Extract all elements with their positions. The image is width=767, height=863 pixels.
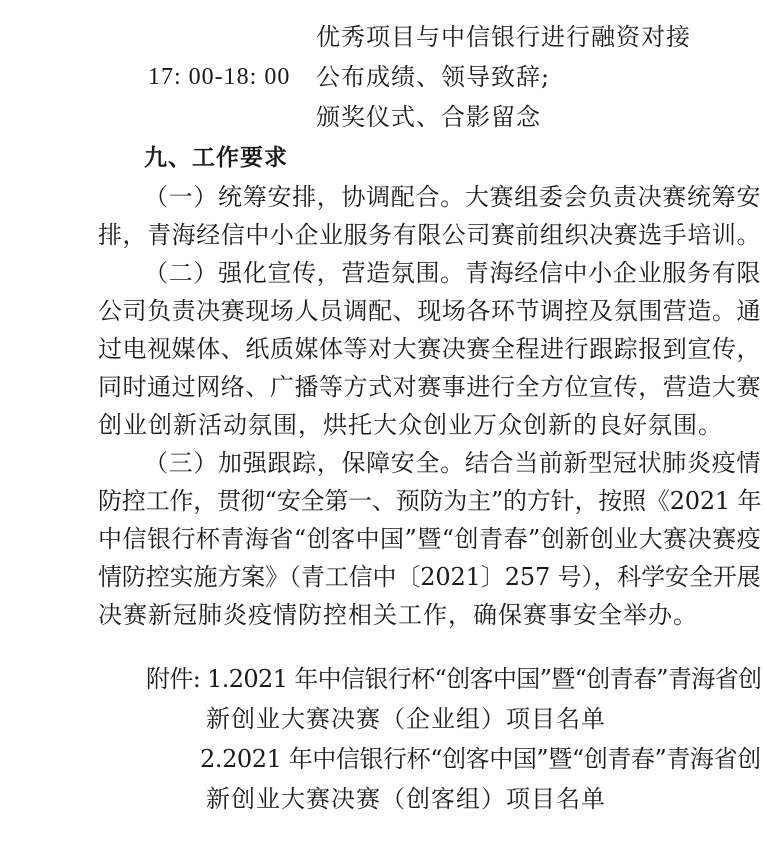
attachments-line: 2.2021 年中信银行杯“创客中国”暨“创青春”青海省创 bbox=[200, 745, 761, 773]
paragraph-3-line: 情防控实施方案》（青工信中〔2021〕257 号），科学安全开展 bbox=[98, 563, 761, 591]
paragraph-2-line: 公司负责决赛现场人员调配、现场各环节调控及氛围营造。通 bbox=[98, 297, 761, 325]
schedule-row1-activity: 优秀项目与中信银行进行融资对接 bbox=[316, 23, 691, 51]
paragraph-3-line: 防控工作，贯彻“安全第一、预防为主”的方针，按照《2021 年 bbox=[98, 487, 762, 515]
paragraph-1-line: （一）统筹安排，协调配合。大赛组委会负责决赛统筹安 bbox=[144, 183, 761, 211]
schedule-row2-activity: 公布成绩、领导致辞; bbox=[316, 63, 551, 91]
paragraph-3-line: 决赛新冠肺炎疫情防控相关工作，确保赛事安全举办。 bbox=[98, 601, 698, 629]
paragraph-2-line: 同时通过网络、广播等方式对赛事进行全方位宣传，营造大赛 bbox=[98, 373, 761, 401]
paragraph-3-line: （三）加强跟踪，保障安全。结合当前新型冠状肺炎疫情 bbox=[144, 449, 761, 477]
attachments-line: 新创业大赛决赛（创客组）项目名单 bbox=[206, 785, 606, 813]
paragraph-2-line: （二）强化宣传，营造氛围。青海经信中小企业服务有限 bbox=[144, 259, 761, 287]
paragraph-3-line: 中信银行杯青海省“创客中国”暨“创青春”创新创业大赛决赛疫 bbox=[98, 525, 762, 553]
schedule-row3-activity: 颁奖仪式、合影留念 bbox=[316, 103, 541, 131]
attachments-line: 附件: 1.2021 年中信银行杯“创客中国”暨“创青春”青海省创 bbox=[146, 665, 762, 693]
paragraph-2-line: 过电视媒体、纸质媒体等对大赛决赛全程进行跟踪报到宣传， bbox=[98, 335, 761, 363]
attachments-line: 新创业大赛决赛（企业组）项目名单 bbox=[206, 705, 606, 733]
paragraph-1-line: 排，青海经信中小企业服务有限公司赛前组织决赛选手培训。 bbox=[98, 221, 761, 249]
schedule-row2-time: 17: 00-18: 00 bbox=[148, 64, 291, 90]
section-heading: 九、工作要求 bbox=[144, 145, 288, 171]
paragraph-2-line: 创业创新活动氛围，烘托大众创业万众创新的良好氛围。 bbox=[98, 411, 723, 439]
